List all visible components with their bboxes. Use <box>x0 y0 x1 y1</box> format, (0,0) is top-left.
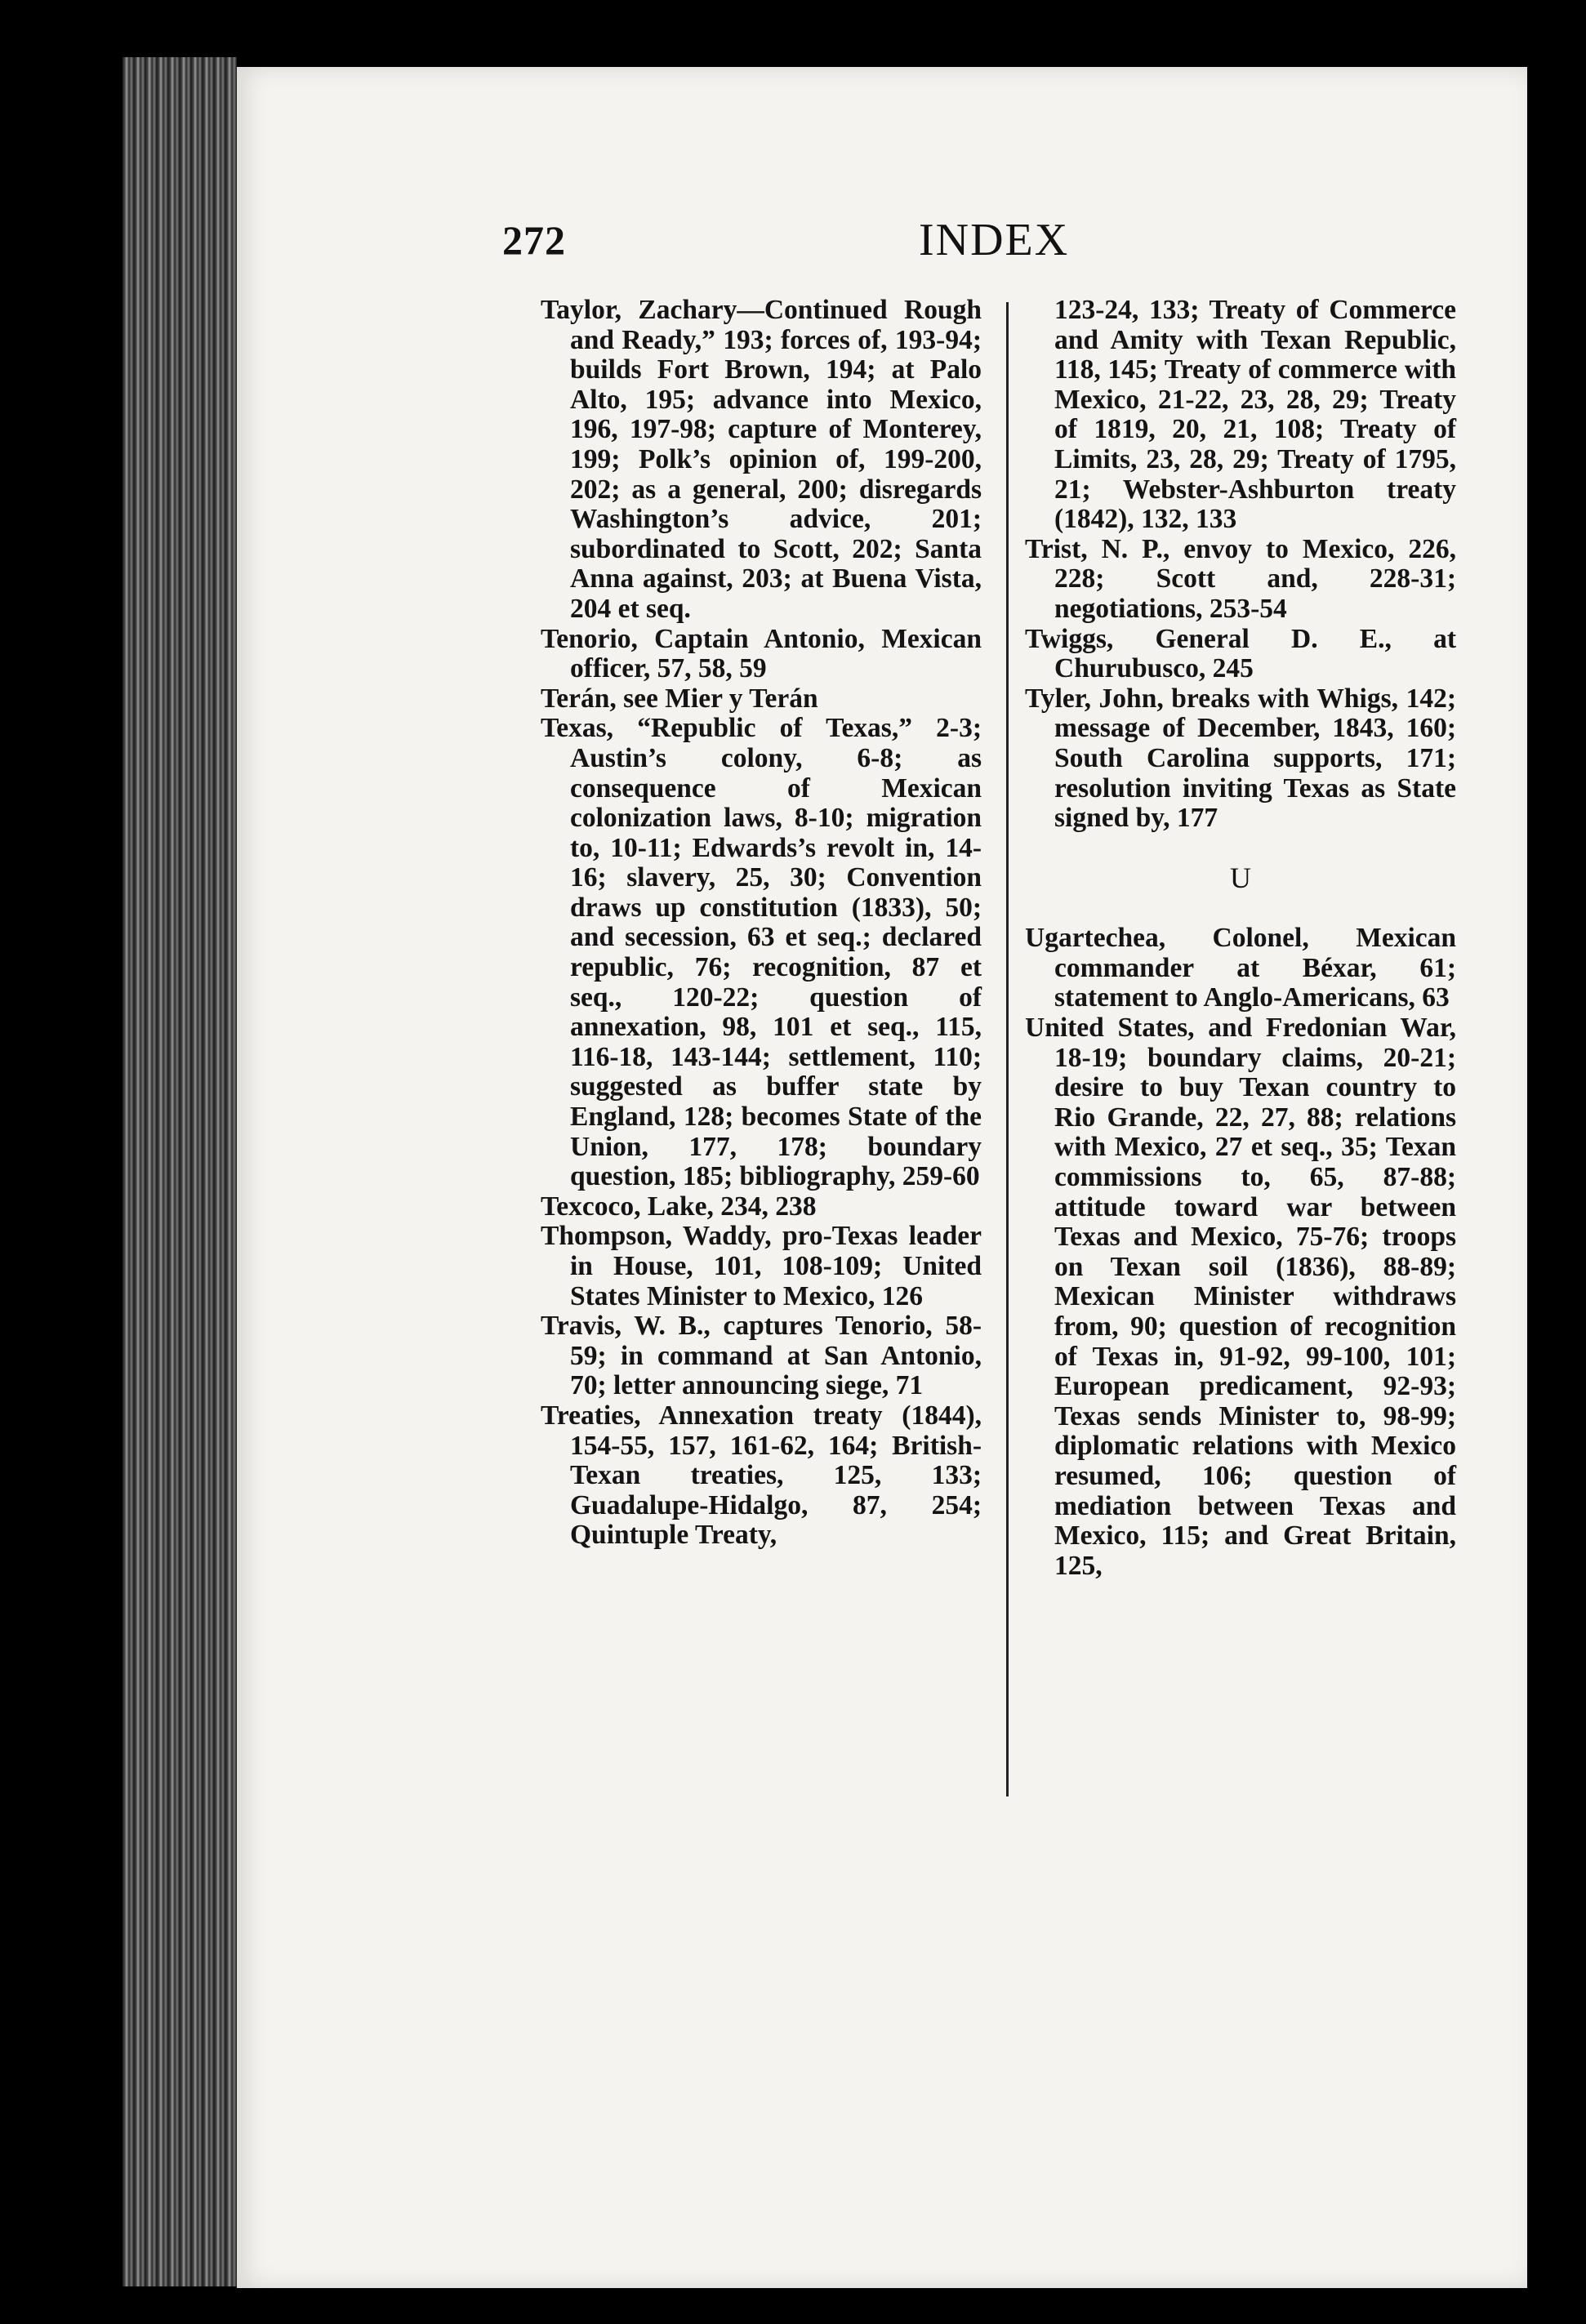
page-number: 272 <box>502 217 566 263</box>
index-entry-trist: Trist, N. P., envoy to Mexico, 226, 228; Scott and, 228-31; negotiations, 253-54 <box>1025 533 1456 624</box>
index-entry-texas: Texas, “Republic of Texas,” 2-3; Austin’s colony, 6-8; as consequence of Mexican colonization laws, 8-10; migration to, 10-11; Edwards’s revolt in, 14-16; slavery, 25, 30; Convention draws up constitution (1833), 50; and secession, 63 et seq.; declared republic, 76; recognition, 87 et seq., 120-22; question of annexation, 98, 101 et seq., 115, 116-18, 143-144; settlement, 110; suggested as buffer state by England, 128; becomes State of the Union, 177, 178; boundary question, 185; bibliography, 259-60 <box>541 713 982 1192</box>
column-divider <box>1006 302 1009 1796</box>
index-entry-treaties: Treaties, Annexation treaty (1844), 154-55, 157, 161-62, 164; British-Texan treaties, 125, 133; Guadalupe-Hidalgo, 87, 254; Quintuple Treaty, <box>541 1400 982 1551</box>
index-entry-travis: Travis, W. B., captures Tenorio, 58-59; in command at San Antonio, 70; letter announcing siege, 71 <box>541 1311 982 1401</box>
index-entry-twiggs: Twiggs, General D. E., at Churubusco, 245 <box>1025 623 1456 684</box>
index-entry-ugartechea: Ugartechea, Colonel, Mexican commander at Béxar, 61; statement to Anglo-Americans, 63 <box>1025 923 1456 1013</box>
index-entry-united-states: United States, and Fredonian War, 18-19; boundary claims, 20-21; desire to buy Texan country to Rio Grande, 22, 27, 88; relations with Mexico, 27 et seq., 35; Texan commissions to, 65, 87-88; attitude toward war between Texas and Mexico, 75-76; troops on Texan soil (1836), 88-89; Mexican Minister withdraws from, 90; question of recognition of Texas in, 91-92, 99-100, 101; European predicament, 92-93; Texas sends Minister to, 98-99; diplomatic relations with Mexico resumed, 106; question of mediation between Texas and Mexico, 115; and Great Britain, 125, <box>1025 1013 1456 1581</box>
book-page-edge <box>123 57 237 2286</box>
index-entry-taylor: Taylor, Zachary—Continued Rough and Ready,” 193; forces of, 193-94; builds Fort Brown, 194; at Palo Alto, 195; advance into Mexico, 196, 197-98; capture of Monterey, 199; Polk’s opinion of, 199-200, 202; as a general, 200; disregards Washington’s advice, 201; subordinated to Scott, 202; Santa Anna against, 203; at Buena Vista, 204 et seq. <box>541 295 982 624</box>
page-title: INDEX <box>919 215 1070 265</box>
section-letter-heading: U <box>1230 861 1251 894</box>
index-entry-tenorio: Tenorio, Captain Antonio, Mexican officer, 57, 58, 59 <box>541 623 982 684</box>
index-entry-tyler: Tyler, John, breaks with Whigs, 142; message of December, 1843, 160; South Carolina supports, 171; resolution inviting Texas as State signed by, 177 <box>1025 683 1456 834</box>
index-column-right <box>1025 296 1456 1581</box>
index-entry-thompson: Thompson, Waddy, pro-Texas leader in House, 101, 108-109; United States Minister to Mexico, 126 <box>541 1221 982 1311</box>
index-entry-texcoco: Texcoco, Lake, 234, 238 <box>541 1191 817 1222</box>
index-entry-treaties-continued: 123-24, 133; Treaty of Commerce and Amity with Texan Republic, 118, 145; Treaty of commerce with Mexico, 21-22, 23, 28, 29; Treaty of 1819, 20, 21, 108; Treaty of Limits, 23, 28, 29; Treaty of 1795, 21; Webster-Ashburton treaty (1842), 132, 133 <box>1054 295 1456 535</box>
index-entry-teran: Terán, see Mier y Terán <box>541 683 818 714</box>
index-column-left <box>541 296 982 1551</box>
